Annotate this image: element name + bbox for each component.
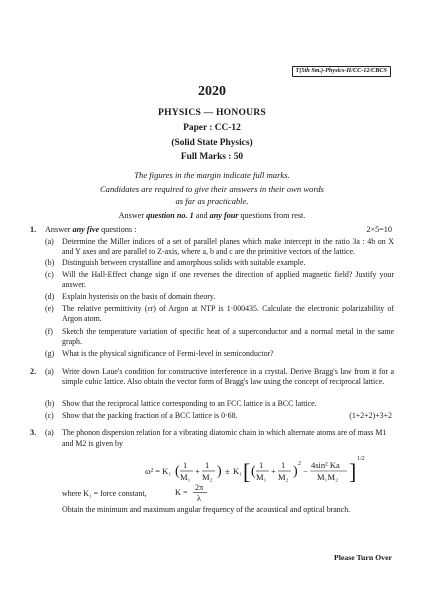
outer-exponent: 1/2 (357, 456, 365, 462)
svg-text:): ) (293, 464, 298, 479)
svg-text:M₂: M₂ (278, 472, 289, 482)
inner-num: 4sin² Ka (311, 460, 340, 470)
svg-text:2π: 2π (195, 483, 204, 492)
frac1-den: M₁ (180, 472, 191, 482)
instruction-bold-2: any four (209, 211, 239, 220)
svg-text:+: + (195, 466, 200, 476)
q1-item-b: (b) Distinguish between crystalline and amorphous solids with suitable example. (45, 258, 306, 267)
svg-text:2: 2 (298, 461, 301, 467)
q2-item-b: (b) Show that the reciprocal lattice corresponding to an FCC lattice is a BCC lattice. (45, 399, 317, 408)
q3-text-line-2: and M2 is given by (62, 439, 123, 448)
frac2-den: M₂ (202, 472, 213, 482)
q2-item-c: (c) Show that the packing fraction of a BCC lattice is 0·68. (45, 411, 238, 420)
q1-item-g: (g) What is the physical significance of Fermi-level in semiconductor? (45, 349, 274, 358)
exam-year: 2020 (198, 84, 226, 99)
question-1-instruction: Answer any five questions : (45, 225, 137, 234)
inner-den: M₁M₂ (317, 472, 339, 482)
note-line-1: The figures in the margin indicate full marks. (134, 170, 290, 180)
instruction-bold-1: question no. 1 (146, 211, 194, 220)
q2-item-a: (a) Write down Laue's condition for constructive interference in a crystal. Derive Bragg's law from it for a simple cubic lattice. Also obtain the vector form of Bragg's law using the concept of reciprocal lattice. (45, 367, 394, 387)
paper-code-box (292, 66, 391, 77)
question-2-number: 2. (30, 367, 37, 376)
k-definition (175, 482, 215, 504)
question-1-number: 1. (30, 225, 37, 234)
svg-text:[: [ (243, 459, 251, 484)
svg-text:]: ] (349, 459, 357, 484)
svg-text:1: 1 (259, 460, 264, 470)
svg-text:M₁: M₁ (256, 472, 267, 482)
question-3-number: 3. (30, 428, 37, 437)
svg-text:): ) (217, 464, 222, 479)
q3-where-text: where K₁ = force constant, (62, 489, 147, 498)
svg-text:−: − (303, 466, 308, 476)
q1-item-e: (e) The relative permittivity (εr) of Argon at NTP is 1·000435. Calculate the electronic polarizability of Argon atom. (45, 304, 394, 324)
formula-lhs: ω² = K₁ (145, 466, 172, 476)
q3-text-line-1: The phonon dispersion relation for a vibrating diatomic chain in which alternate atoms are of mass M1 (62, 428, 387, 437)
frac1-num: 1 (183, 460, 188, 470)
svg-text:1: 1 (281, 460, 286, 470)
q1-item-d: (d) Explain hysterisis on the basis of domain theory. (45, 292, 216, 301)
q3-obtain-text: Obtain the minimum and maximum angular frequency of the acoustical and optical branch. (62, 505, 351, 514)
paper-number: Paper : CC-12 (183, 123, 241, 133)
full-marks: Full Marks : 50 (180, 152, 244, 162)
q1-item-a: (a) Determine the Miller indices of a set of parallel planes which make intercept in the ratio 3a : 4b on X and Y axes and are parallel to Z-axis, where a, b and c are the primitive vectors of the lattice. (45, 237, 394, 257)
subject-title: PHYSICS — HONOURS (158, 107, 266, 118)
please-turn-over: Please Turn Over (333, 553, 392, 562)
note-line-3: as far as practicable. (175, 196, 249, 206)
frac2-num: 1 (205, 460, 210, 470)
formula-pm: ± (225, 466, 230, 476)
svg-text:K =: K = (175, 488, 188, 497)
note-line-2: Candidates are required to give their answers in their own words (99, 184, 325, 194)
question-1-marks: 2×5=10 (366, 225, 392, 234)
answer-instruction: Answer question no. 1 and any four questions from rest. (118, 211, 306, 220)
svg-text:(: ( (251, 464, 256, 479)
question-2-marks: (1+2+2)+3+2 (349, 411, 392, 420)
q1-item-c: (c) Will the Hall-Effect change sign if one reverses the direction of applied magnetic field? Justify your answer. (45, 270, 394, 290)
svg-text:K₁: K₁ (233, 466, 243, 476)
paper-code: T(5th Sm.)-Physics-H/CC-12/CBCS (295, 67, 387, 74)
q1-item-f: (f) Sketch the temperature variation of specific heat of a superconductor and a normal metal in the same graph. (45, 327, 394, 347)
svg-text:+: + (271, 466, 276, 476)
svg-text:(: ( (175, 464, 180, 479)
q3-item-a-label: (a) (45, 428, 54, 437)
svg-text:λ: λ (197, 494, 201, 503)
paper-subtitle: (Solid State Physics) (171, 138, 253, 148)
